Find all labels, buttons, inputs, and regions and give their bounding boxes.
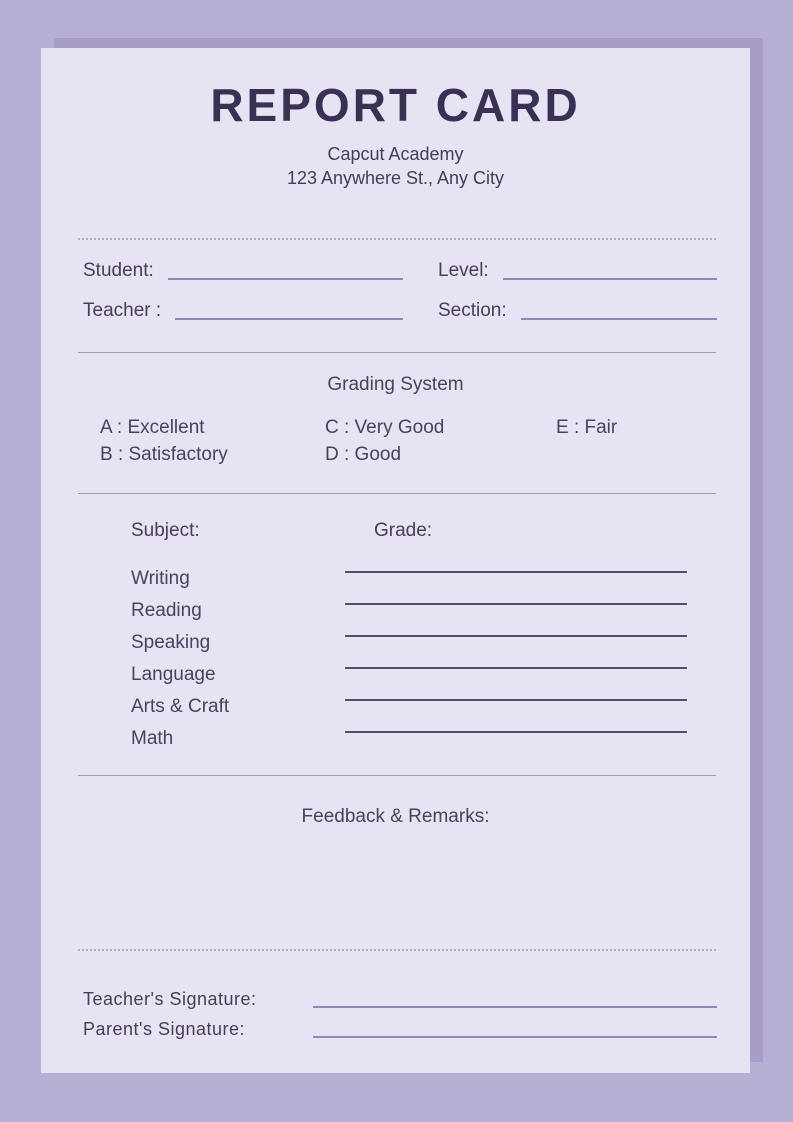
school-address: 123 Anywhere St., Any City [286, 168, 505, 188]
level-field [438, 256, 717, 286]
table-row [131, 723, 687, 755]
grade-value-line[interactable] [345, 603, 687, 605]
grade-value-line[interactable] [345, 667, 687, 669]
grades-table [131, 516, 687, 755]
section-divider [78, 238, 716, 240]
feedback-input-area[interactable] [41, 832, 750, 942]
grade-column-header: Grade: [374, 520, 433, 541]
table-row [131, 595, 687, 627]
teacher-label: Teacher : [83, 300, 162, 321]
teacher-signature-line[interactable] [313, 984, 717, 1008]
student-field [83, 256, 403, 286]
table-row [131, 627, 687, 659]
subject-name: Reading [131, 600, 202, 621]
teacher-value-line[interactable] [175, 296, 403, 320]
subject-name: Writing [131, 568, 190, 589]
parent-signature-row [83, 1014, 717, 1044]
grade-value-line[interactable] [345, 571, 687, 573]
grading-entry: D : Good [325, 444, 402, 465]
card-header [41, 78, 750, 190]
feedback-section [41, 802, 750, 942]
grading-entry: B : Satisfactory [100, 444, 228, 465]
feedback-title: Feedback & Remarks: [301, 806, 490, 827]
grade-value-line[interactable] [345, 635, 687, 637]
page-title: REPORT CARD [210, 79, 581, 131]
teacher-signature-label: Teacher's Signature: [83, 989, 257, 1009]
section-label: Section: [438, 300, 507, 321]
grading-column [100, 414, 325, 468]
student-value-line[interactable] [168, 256, 403, 280]
section-field [438, 296, 717, 326]
grading-system-legend [100, 414, 710, 468]
section-divider [78, 775, 716, 776]
section-divider [78, 493, 716, 494]
grading-column [325, 414, 556, 468]
grading-column [556, 414, 710, 468]
grading-system-title: Grading System [327, 374, 464, 395]
student-label: Student: [83, 260, 154, 281]
grades-table-header [131, 516, 687, 546]
school-name: Capcut Academy [327, 144, 464, 164]
level-value-line[interactable] [503, 256, 717, 280]
signatures-section [83, 984, 717, 1044]
grading-entry: A : Excellent [100, 417, 205, 438]
table-row [131, 691, 687, 723]
grade-value-line[interactable] [345, 699, 687, 701]
parent-signature-line[interactable] [313, 1014, 717, 1038]
section-value-line[interactable] [521, 296, 717, 320]
grade-value-line[interactable] [345, 731, 687, 733]
table-row [131, 563, 687, 595]
subject-name: Arts & Craft [131, 696, 230, 717]
subject-name: Math [131, 728, 174, 749]
student-info-section [83, 256, 717, 326]
level-label: Level: [438, 260, 489, 281]
report-card [41, 48, 750, 1073]
teacher-field [83, 296, 403, 326]
section-divider [78, 352, 716, 353]
parent-signature-label: Parent's Signature: [83, 1019, 246, 1039]
section-divider [78, 949, 716, 951]
grading-entry: E : Fair [556, 417, 618, 438]
subject-name: Speaking [131, 632, 211, 653]
teacher-signature-row [83, 984, 717, 1014]
table-row [131, 659, 687, 691]
grading-entry: C : Very Good [325, 417, 445, 438]
subject-name: Language [131, 664, 216, 685]
subject-column-header: Subject: [131, 520, 200, 541]
